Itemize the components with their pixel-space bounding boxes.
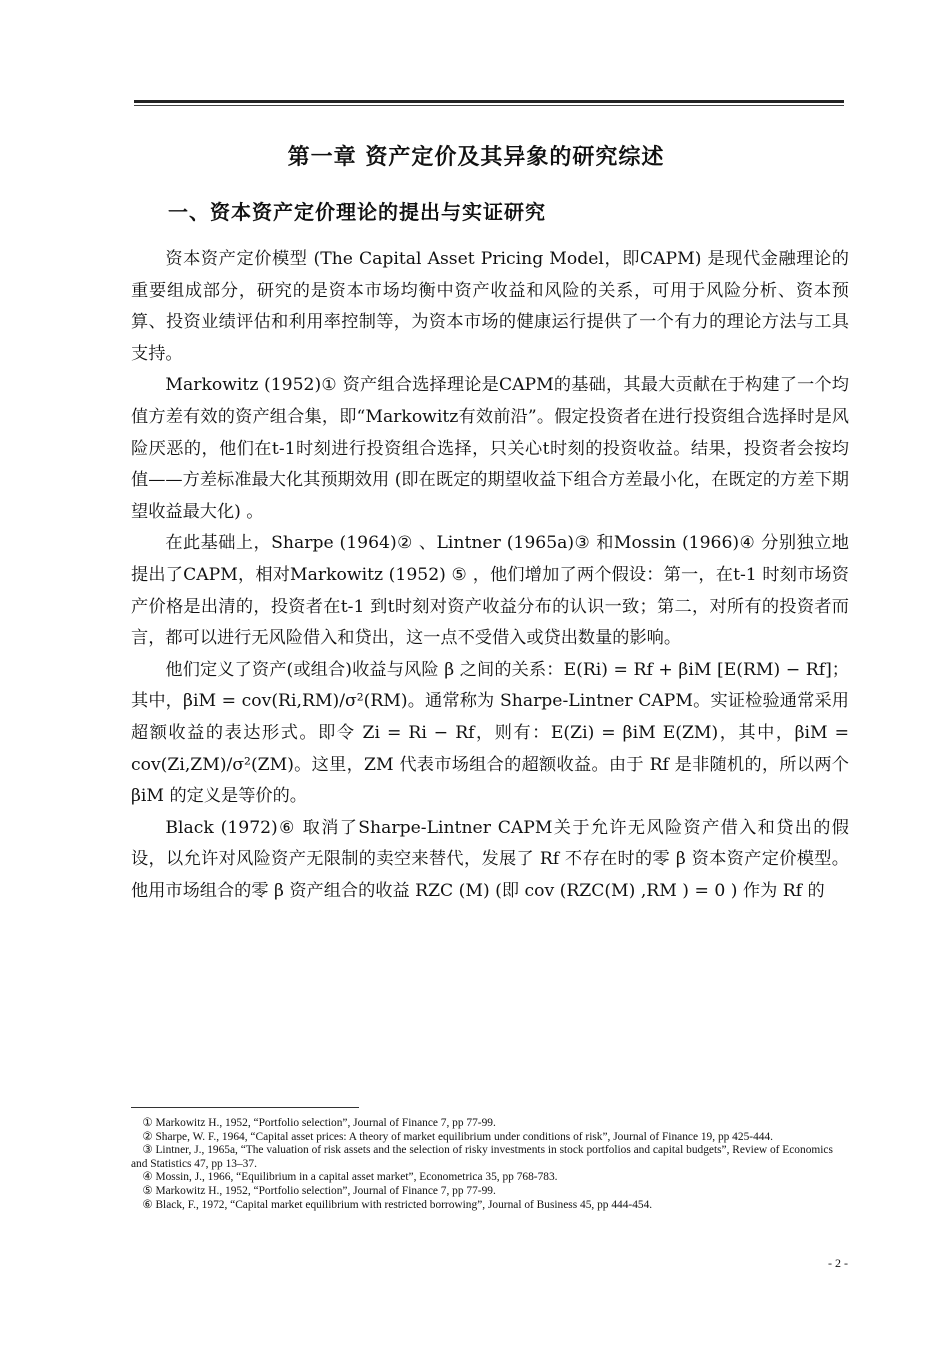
footnote-5: ⑤ Markowitz H., 1952, “Portfolio selection”, Journal of Finance 7, pp 77-99. [142, 1184, 496, 1197]
body-text [131, 244, 849, 907]
paragraph-4: 他们定义了资产(或组合)收益与风险 β 之间的关系：E(Ri) = Rf + βiM [E(RM) − Rf]；其中，βiM = cov(Ri,RM)/σ²(RM)。通常称为 Sharpe-Lintner CAPM。实证检验通常采用超额收益的表达形式。即令 Zi = Ri − Rf，则有：E(Zi) = βiM E(ZM)，其中，βiM = cov(Zi,ZM)/σ²(ZM)。这里，ZM 代表市场组合的超额收益。由于 Rf 是非随机的，所以两个 βiM 的定义是等价的。 [131, 659, 849, 807]
chapter-title: 第一章 资产定价及其异象的研究综述 [287, 145, 665, 170]
section-title: 一、资本资产定价理论的提出与实证研究 [168, 200, 546, 224]
footnote-1: ① Markowitz H., 1952, “Portfolio selection”, Journal of Finance 7, pp 77-99. [142, 1117, 496, 1129]
paragraph-3: 在此基础上，Sharpe (1964)② 、Lintner (1965a)③ 和Mossin (1966)④ 分别独立地提出了CAPM，相对Markowitz (1952) ⑤ ，他们增加了两个假设：第一，在t-1 时刻市场资产价格是出清的，投资者在t-1 到t时刻对资产收益分布的认识一致；第二，对所有的投资者而言，都可以进行无风险借入和贷出，这一点不受借入或贷出数量的影响。 [131, 533, 849, 649]
header-rule [134, 100, 844, 103]
footnotes [131, 1117, 849, 1212]
footnote-6: ⑥ Black, F., 1972, “Capital market equilibrium with restricted borrowing”, Journal of Business 45, pp 444-454. [142, 1198, 653, 1211]
paragraph-5: Black (1972)⑥ 取消了Sharpe-Lintner CAPM关于允许无风险资产借入和贷出的假设，以允许对风险资产无限制的卖空来替代，发展了 Rf 不存在时的零 β 资本资产定价模型。他用市场组合的零 β 资产组合的收益 RZC (M) (即 cov (RZC(M) ,RM ) = 0 ) 作为 Rf 的 [131, 817, 849, 901]
footnote-3: ③ Lintner, J., 1965a, “The valuation of risk assets and the selection of risky investments in stock portfolios and capital budgets”, Review of Economics and Statistics 47, pp 13–37. [131, 1144, 833, 1170]
page-number: - 2 - [828, 1256, 848, 1270]
paragraph-1: 资本资产定价模型 (The Capital Asset Pricing Model，即CAPM) 是现代金融理论的重要组成部分，研究的是资本市场均衡中资产收益和风险的关系，可用于风险分析、资本预算、投资业绩评估和利用率控制等，为资本市场的健康运行提供了一个有力的理论方法与工具支持。 [131, 249, 849, 364]
header-rule-thin [134, 105, 844, 106]
footnote-2: ② Sharpe, W. F., 1964, “Capital asset prices: A theory of market equilibrium under conditions of risk”, Journal of Finance 19, pp 425-444. [142, 1130, 773, 1143]
paragraph-2: Markowitz (1952)① 资产组合选择理论是CAPM的基础，其最大贡献在于构建了一个均值方差有效的资产组合集，即“Markowitz有效前沿”。假定投资者在进行投资组合选择时是风险厌恶的，他们在t-1时刻进行投资组合选择，只关心t时刻的投资收益。结果，投资者会按均值——方差标准最大化其预期效用 (即在既定的期望收益下组合方差最小化，在既定的方差下期望收益最大化) 。 [131, 375, 849, 522]
footnote-rule [131, 1107, 359, 1108]
footnote-4: ④ Mossin, J., 1966, “Equilibrium in a capital asset market”, Econometrica 35, pp 768-783. [142, 1171, 558, 1184]
